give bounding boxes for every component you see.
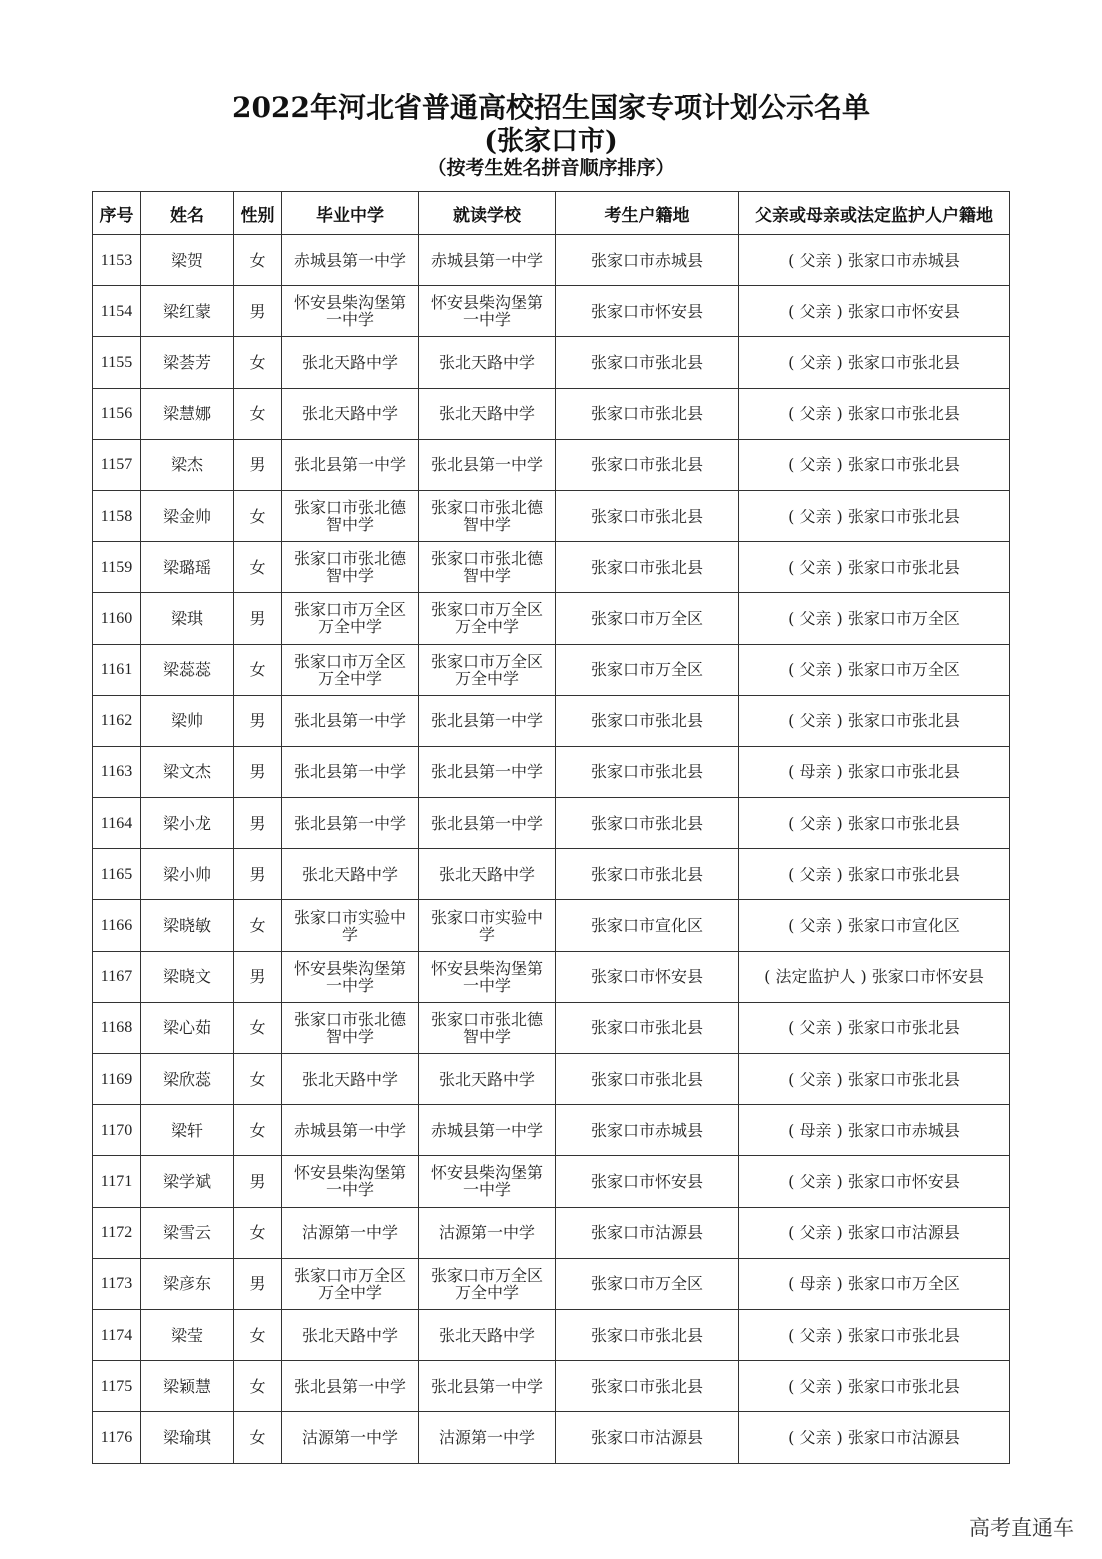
graduation-school-cell: 张北县第一中学 (282, 695, 419, 746)
parent-registration-cell: ( 母亲 ) 张家口市万全区 (739, 1258, 1010, 1309)
parent-registration-cell: ( 父亲 ) 张家口市万全区 (739, 593, 1010, 644)
gender-cell: 女 (234, 1309, 282, 1360)
gender-cell: 女 (234, 900, 282, 951)
household-registration-cell: 张家口市张北县 (556, 849, 739, 900)
header-current-school: 就读学校 (419, 192, 556, 235)
parent-registration-cell: ( 父亲 ) 张家口市张北县 (739, 1309, 1010, 1360)
household-registration-cell: 张家口市张北县 (556, 439, 739, 490)
table-row (93, 542, 1010, 593)
watermark: 高考直通车 (969, 1516, 1074, 1540)
name-cell: 梁学斌 (141, 1156, 234, 1207)
current-school-cell: 张家口市万全区万全中学 (419, 1258, 556, 1309)
gender-cell: 女 (234, 1412, 282, 1463)
serial-number-cell: 1164 (93, 798, 141, 849)
gender-cell: 男 (234, 593, 282, 644)
graduation-school-cell: 张北天路中学 (282, 388, 419, 439)
serial-number-cell: 1156 (93, 388, 141, 439)
serial-number-cell: 1165 (93, 849, 141, 900)
student-list-table (92, 191, 1010, 1464)
serial-number-cell: 1168 (93, 1002, 141, 1053)
gender-cell: 男 (234, 695, 282, 746)
graduation-school-cell: 张北县第一中学 (282, 746, 419, 797)
name-cell: 梁彦东 (141, 1258, 234, 1309)
graduation-school-cell: 张家口市万全区万全中学 (282, 1258, 419, 1309)
household-registration-cell: 张家口市沽源县 (556, 1207, 739, 1258)
graduation-school-cell: 张家口市张北德智中学 (282, 542, 419, 593)
parent-registration-cell: ( 父亲 ) 张家口市张北县 (739, 388, 1010, 439)
graduation-school-cell: 张北县第一中学 (282, 1361, 419, 1412)
name-cell: 梁杰 (141, 439, 234, 490)
gender-cell: 女 (234, 542, 282, 593)
name-cell: 梁晓敏 (141, 900, 234, 951)
header-household-registration: 考生户籍地 (556, 192, 739, 235)
current-school-cell: 张家口市张北德智中学 (419, 490, 556, 541)
current-school-cell: 沽源第一中学 (419, 1207, 556, 1258)
name-cell: 梁欣蕊 (141, 1054, 234, 1105)
household-registration-cell: 张家口市张北县 (556, 490, 739, 541)
name-cell: 梁小龙 (141, 798, 234, 849)
gender-cell: 女 (234, 1002, 282, 1053)
name-cell: 梁心茹 (141, 1002, 234, 1053)
name-cell: 梁文杰 (141, 746, 234, 797)
household-registration-cell: 张家口市张北县 (556, 542, 739, 593)
current-school-cell: 赤城县第一中学 (419, 235, 556, 286)
current-school-cell: 张北县第一中学 (419, 695, 556, 746)
current-school-cell: 张北县第一中学 (419, 1361, 556, 1412)
current-school-cell: 张北天路中学 (419, 849, 556, 900)
current-school-cell: 张家口市实验中学 (419, 900, 556, 951)
table-header-row (93, 192, 1010, 235)
current-school-cell: 怀安县柴沟堡第一中学 (419, 286, 556, 337)
table-row (93, 1156, 1010, 1207)
table-row (93, 593, 1010, 644)
name-cell: 梁莹 (141, 1309, 234, 1360)
header-name: 姓名 (141, 192, 234, 235)
name-cell: 梁晓文 (141, 951, 234, 1002)
current-school-cell: 张北天路中学 (419, 337, 556, 388)
parent-registration-cell: ( 父亲 ) 张家口市张北县 (739, 490, 1010, 541)
header-parent-household-registration: 父亲或母亲或法定监护人户籍地 (739, 192, 1010, 235)
name-cell: 梁蕊蕊 (141, 644, 234, 695)
table-row (93, 900, 1010, 951)
graduation-school-cell: 张北县第一中学 (282, 798, 419, 849)
gender-cell: 男 (234, 849, 282, 900)
table-row (93, 337, 1010, 388)
household-registration-cell: 张家口市张北县 (556, 1361, 739, 1412)
household-registration-cell: 张家口市张北县 (556, 1002, 739, 1053)
serial-number-cell: 1160 (93, 593, 141, 644)
table-row (93, 388, 1010, 439)
serial-number-cell: 1154 (93, 286, 141, 337)
name-cell: 梁金帅 (141, 490, 234, 541)
graduation-school-cell: 张家口市张北德智中学 (282, 490, 419, 541)
table-row (93, 695, 1010, 746)
serial-number-cell: 1175 (93, 1361, 141, 1412)
current-school-cell: 张北天路中学 (419, 388, 556, 439)
table-row (93, 644, 1010, 695)
graduation-school-cell: 张家口市万全区万全中学 (282, 644, 419, 695)
name-cell: 梁小帅 (141, 849, 234, 900)
name-cell: 梁瑜琪 (141, 1412, 234, 1463)
parent-registration-cell: ( 法定监护人 ) 张家口市怀安县 (739, 951, 1010, 1002)
gender-cell: 女 (234, 235, 282, 286)
household-registration-cell: 张家口市赤城县 (556, 1105, 739, 1156)
serial-number-cell: 1176 (93, 1412, 141, 1463)
gender-cell: 女 (234, 1207, 282, 1258)
household-registration-cell: 张家口市张北县 (556, 695, 739, 746)
graduation-school-cell: 张北天路中学 (282, 1054, 419, 1105)
serial-number-cell: 1167 (93, 951, 141, 1002)
document-title: 2022年河北省普通高校招生国家专项计划公示名单 (232, 91, 870, 124)
household-registration-cell: 张家口市怀安县 (556, 286, 739, 337)
parent-registration-cell: ( 父亲 ) 张家口市张北县 (739, 542, 1010, 593)
table-row (93, 439, 1010, 490)
graduation-school-cell: 赤城县第一中学 (282, 235, 419, 286)
gender-cell: 女 (234, 1054, 282, 1105)
parent-registration-cell: ( 父亲 ) 张家口市张北县 (739, 1054, 1010, 1105)
current-school-cell: 张北天路中学 (419, 1309, 556, 1360)
gender-cell: 男 (234, 439, 282, 490)
household-registration-cell: 张家口市张北县 (556, 798, 739, 849)
gender-cell: 女 (234, 1361, 282, 1412)
parent-registration-cell: ( 父亲 ) 张家口市张北县 (739, 1002, 1010, 1053)
graduation-school-cell: 沽源第一中学 (282, 1207, 419, 1258)
serial-number-cell: 1158 (93, 490, 141, 541)
name-cell: 梁璐瑶 (141, 542, 234, 593)
gender-cell: 女 (234, 490, 282, 541)
parent-registration-cell: ( 父亲 ) 张家口市张北县 (739, 695, 1010, 746)
current-school-cell: 张家口市万全区万全中学 (419, 644, 556, 695)
serial-number-cell: 1153 (93, 235, 141, 286)
household-registration-cell: 张家口市张北县 (556, 388, 739, 439)
graduation-school-cell: 沽源第一中学 (282, 1412, 419, 1463)
current-school-cell: 怀安县柴沟堡第一中学 (419, 1156, 556, 1207)
table-body (93, 235, 1010, 1464)
serial-number-cell: 1170 (93, 1105, 141, 1156)
serial-number-cell: 1162 (93, 695, 141, 746)
serial-number-cell: 1157 (93, 439, 141, 490)
table-row (93, 1105, 1010, 1156)
parent-registration-cell: ( 父亲 ) 张家口市沽源县 (739, 1207, 1010, 1258)
name-cell: 梁琪 (141, 593, 234, 644)
name-cell: 梁慧娜 (141, 388, 234, 439)
household-registration-cell: 张家口市张北县 (556, 337, 739, 388)
header-graduation-school: 毕业中学 (282, 192, 419, 235)
household-registration-cell: 张家口市怀安县 (556, 951, 739, 1002)
current-school-cell: 沽源第一中学 (419, 1412, 556, 1463)
gender-cell: 男 (234, 1156, 282, 1207)
serial-number-cell: 1171 (93, 1156, 141, 1207)
parent-registration-cell: ( 父亲 ) 张家口市宣化区 (739, 900, 1010, 951)
gender-cell: 男 (234, 746, 282, 797)
name-cell: 梁荟芳 (141, 337, 234, 388)
current-school-cell: 怀安县柴沟堡第一中学 (419, 951, 556, 1002)
gender-cell: 男 (234, 951, 282, 1002)
parent-registration-cell: ( 父亲 ) 张家口市张北县 (739, 439, 1010, 490)
graduation-school-cell: 怀安县柴沟堡第一中学 (282, 286, 419, 337)
household-registration-cell: 张家口市万全区 (556, 644, 739, 695)
household-registration-cell: 张家口市张北县 (556, 746, 739, 797)
table-row (93, 1207, 1010, 1258)
current-school-cell: 张北天路中学 (419, 1054, 556, 1105)
header-gender: 性别 (234, 192, 282, 235)
name-cell: 梁雪云 (141, 1207, 234, 1258)
table-row (93, 1309, 1010, 1360)
parent-registration-cell: ( 父亲 ) 张家口市怀安县 (739, 286, 1010, 337)
parent-registration-cell: ( 父亲 ) 张家口市万全区 (739, 644, 1010, 695)
serial-number-cell: 1159 (93, 542, 141, 593)
parent-registration-cell: ( 父亲 ) 张家口市张北县 (739, 337, 1010, 388)
serial-number-cell: 1163 (93, 746, 141, 797)
table-row (93, 1258, 1010, 1309)
household-registration-cell: 张家口市万全区 (556, 593, 739, 644)
household-registration-cell: 张家口市宣化区 (556, 900, 739, 951)
current-school-cell: 张家口市张北德智中学 (419, 1002, 556, 1053)
table-row (93, 490, 1010, 541)
gender-cell: 女 (234, 644, 282, 695)
table-row (93, 951, 1010, 1002)
graduation-school-cell: 张家口市张北德智中学 (282, 1002, 419, 1053)
serial-number-cell: 1166 (93, 900, 141, 951)
graduation-school-cell: 张家口市万全区万全中学 (282, 593, 419, 644)
serial-number-cell: 1172 (93, 1207, 141, 1258)
serial-number-cell: 1169 (93, 1054, 141, 1105)
graduation-school-cell: 张家口市实验中学 (282, 900, 419, 951)
serial-number-cell: 1155 (93, 337, 141, 388)
household-registration-cell: 张家口市万全区 (556, 1258, 739, 1309)
gender-cell: 女 (234, 1105, 282, 1156)
current-school-cell: 张北县第一中学 (419, 798, 556, 849)
current-school-cell: 张家口市张北德智中学 (419, 542, 556, 593)
name-cell: 梁贺 (141, 235, 234, 286)
document-subtitle: (张家口市) (484, 126, 618, 157)
graduation-school-cell: 怀安县柴沟堡第一中学 (282, 951, 419, 1002)
household-registration-cell: 张家口市赤城县 (556, 235, 739, 286)
parent-registration-cell: ( 父亲 ) 张家口市沽源县 (739, 1412, 1010, 1463)
gender-cell: 女 (234, 337, 282, 388)
parent-registration-cell: ( 父亲 ) 张家口市怀安县 (739, 1156, 1010, 1207)
gender-cell: 女 (234, 388, 282, 439)
parent-registration-cell: ( 父亲 ) 张家口市张北县 (739, 1361, 1010, 1412)
name-cell: 梁轩 (141, 1105, 234, 1156)
gender-cell: 男 (234, 798, 282, 849)
household-registration-cell: 张家口市沽源县 (556, 1412, 739, 1463)
household-registration-cell: 张家口市张北县 (556, 1054, 739, 1105)
current-school-cell: 赤城县第一中学 (419, 1105, 556, 1156)
serial-number-cell: 1173 (93, 1258, 141, 1309)
table-row (93, 798, 1010, 849)
parent-registration-cell: ( 母亲 ) 张家口市张北县 (739, 746, 1010, 797)
current-school-cell: 张北县第一中学 (419, 746, 556, 797)
parent-registration-cell: ( 母亲 ) 张家口市赤城县 (739, 1105, 1010, 1156)
table-row (93, 235, 1010, 286)
name-cell: 梁帅 (141, 695, 234, 746)
parent-registration-cell: ( 父亲 ) 张家口市张北县 (739, 849, 1010, 900)
serial-number-cell: 1161 (93, 644, 141, 695)
name-cell: 梁红蒙 (141, 286, 234, 337)
parent-registration-cell: ( 父亲 ) 张家口市赤城县 (739, 235, 1010, 286)
graduation-school-cell: 张北天路中学 (282, 337, 419, 388)
graduation-school-cell: 张北天路中学 (282, 849, 419, 900)
graduation-school-cell: 张北县第一中学 (282, 439, 419, 490)
graduation-school-cell: 张北天路中学 (282, 1309, 419, 1360)
gender-cell: 男 (234, 286, 282, 337)
name-cell: 梁颖慧 (141, 1361, 234, 1412)
graduation-school-cell: 赤城县第一中学 (282, 1105, 419, 1156)
current-school-cell: 张家口市万全区万全中学 (419, 593, 556, 644)
table-row (93, 746, 1010, 797)
parent-registration-cell: ( 父亲 ) 张家口市张北县 (739, 798, 1010, 849)
table-row (93, 1412, 1010, 1463)
current-school-cell: 张北县第一中学 (419, 439, 556, 490)
household-registration-cell: 张家口市张北县 (556, 1309, 739, 1360)
header-serial-number: 序号 (93, 192, 141, 235)
table-row (93, 1361, 1010, 1412)
sort-note: （按考生姓名拼音顺序排序） (427, 157, 675, 179)
table-row (93, 1002, 1010, 1053)
gender-cell: 男 (234, 1258, 282, 1309)
table-row (93, 1054, 1010, 1105)
table-row (93, 286, 1010, 337)
graduation-school-cell: 怀安县柴沟堡第一中学 (282, 1156, 419, 1207)
serial-number-cell: 1174 (93, 1309, 141, 1360)
table-row (93, 849, 1010, 900)
household-registration-cell: 张家口市怀安县 (556, 1156, 739, 1207)
